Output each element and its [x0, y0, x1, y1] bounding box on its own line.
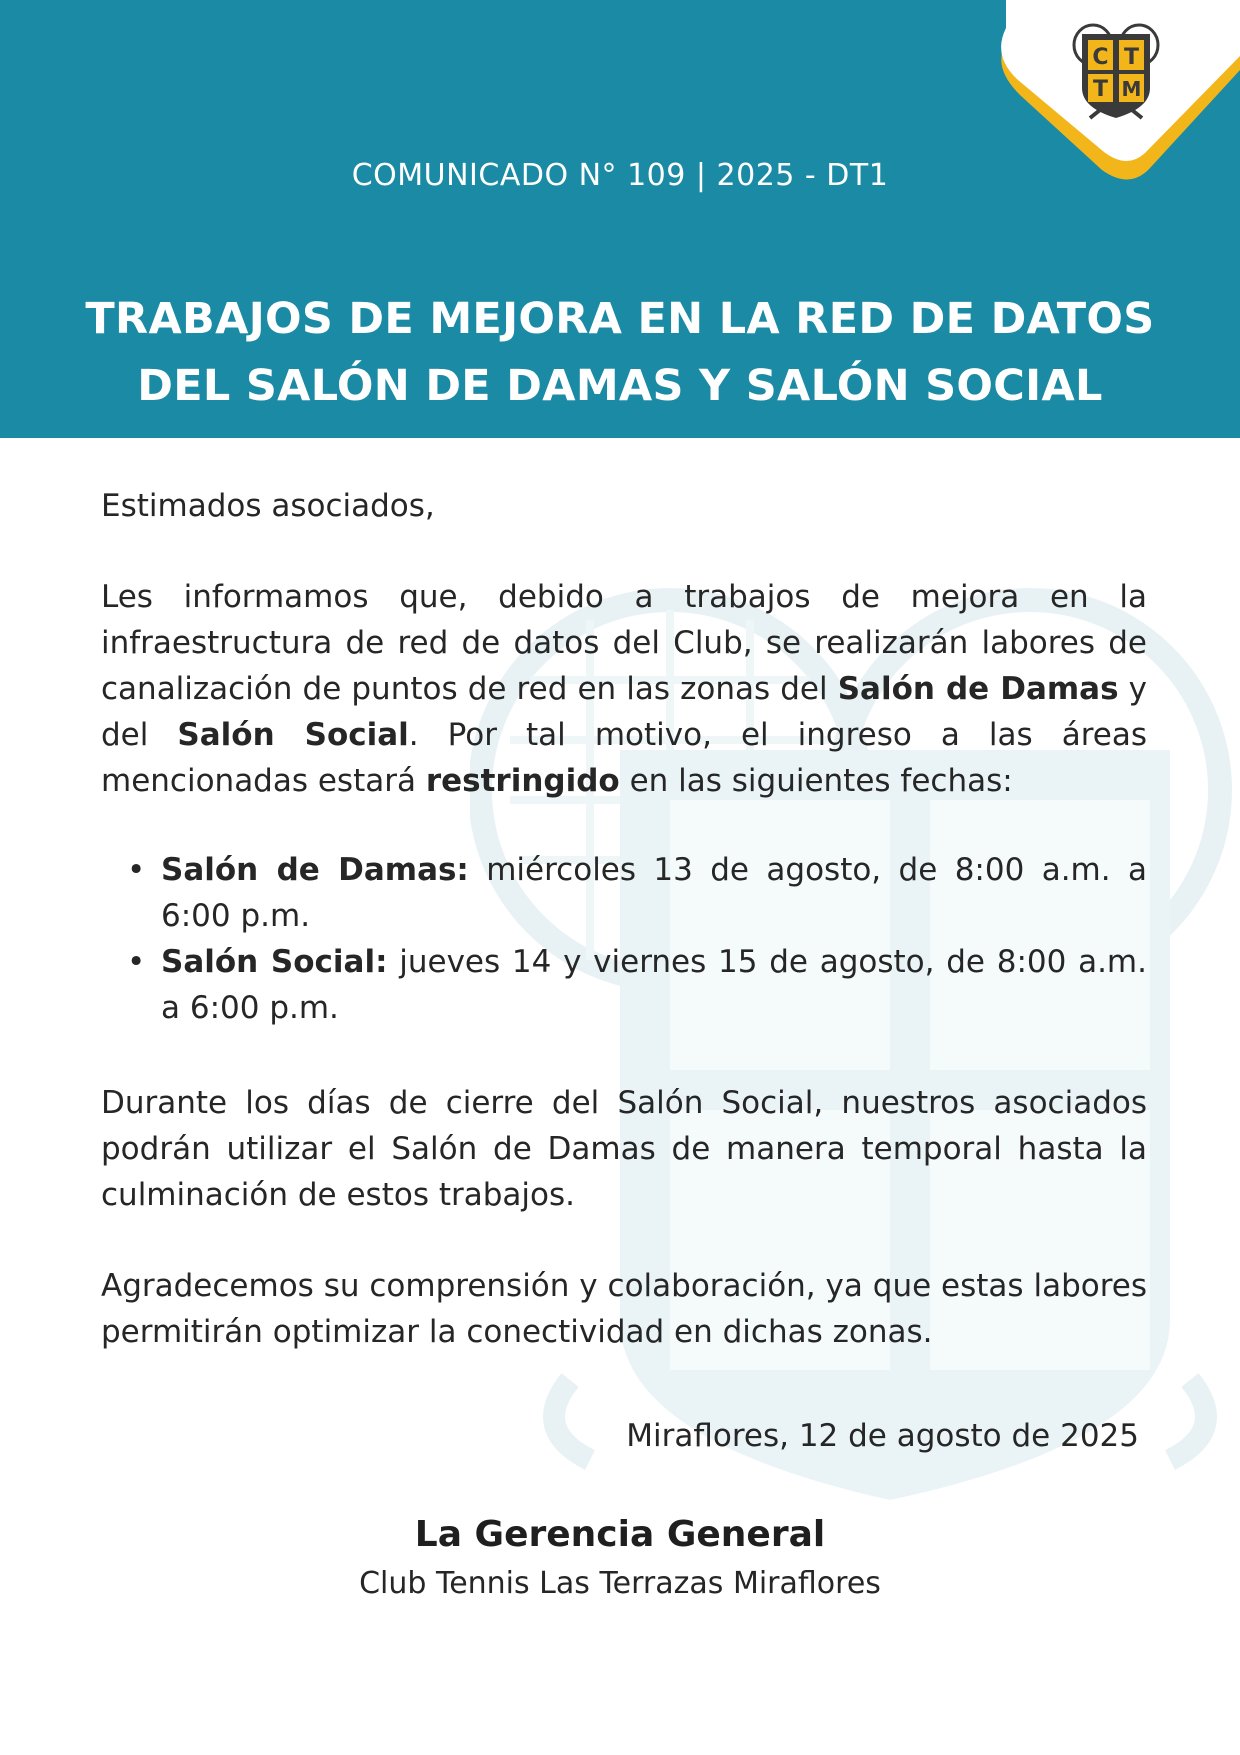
intro-text-2: y del — [101, 671, 1147, 753]
logo-tab — [990, 0, 1240, 190]
intro-bold-salon-damas: Salón de Damas — [837, 671, 1119, 707]
page-title — [40, 286, 1200, 420]
intro-text-4: en las siguientes fechas: — [619, 763, 1013, 799]
schedule-text: jueves 14 y viernes 15 de agosto, de 8:00 a.m. a 6:00 p.m. — [161, 944, 1147, 1026]
date-line: Miraflores, 12 de agosto de 2025 — [626, 1418, 1139, 1454]
logo-letter-t2: T — [1092, 77, 1109, 102]
intro-text-1: Les informamos que, debido a trabajos de mejora en la infraestructura de red de datos del Club, se realizarán labores de canalización de puntos de red en las zonas del — [101, 579, 1147, 707]
intro-text-3: . Por tal motivo, el ingreso a las áreas mencionadas estará — [101, 717, 1148, 799]
comunicado-number: COMUNICADO N° 109 | 2025 - DT1 — [351, 158, 889, 193]
logo-letter-t1: T — [1123, 45, 1140, 70]
schedule-list — [101, 847, 1147, 1031]
list-item — [101, 847, 1147, 939]
title-line-1: TRABAJOS DE MEJORA EN LA RED DE DATOS — [85, 294, 1155, 344]
paragraph-thanks: Agradecemos su comprensión y colaboración, ya que estas labores permitirán optimizar la conectividad en dichas zonas. — [101, 1268, 1147, 1350]
bullet-icon: • — [127, 944, 146, 980]
schedule-text: miércoles 13 de agosto, de 8:00 a.m. a 6:00 p.m. — [161, 852, 1147, 934]
title-line-2: DEL SALÓN DE DAMAS Y SALÓN SOCIAL — [137, 361, 1103, 411]
club-name: Club Tennis Las Terrazas Miraflores — [359, 1566, 881, 1601]
schedule-label: Salón de Damas: — [161, 852, 469, 888]
schedule-label: Salón Social: — [161, 944, 388, 980]
logo-letter-c: C — [1092, 45, 1109, 70]
logo-letter-m: M — [1121, 77, 1142, 101]
greeting: Estimados asociados, — [101, 488, 435, 524]
list-item — [101, 939, 1147, 1031]
paragraph-intro — [101, 574, 1147, 804]
intro-bold-restringido: restringido — [425, 763, 620, 799]
intro-bold-salon-social: Salón Social — [177, 717, 409, 753]
signature: La Gerencia General — [414, 1514, 826, 1555]
paragraph-alternative: Durante los días de cierre del Salón Social, nuestros asociados podrán utilizar el Salón de Damas de manera temporal hasta la culminación de estos trabajos. — [101, 1085, 1147, 1213]
bullet-icon: • — [127, 852, 146, 888]
